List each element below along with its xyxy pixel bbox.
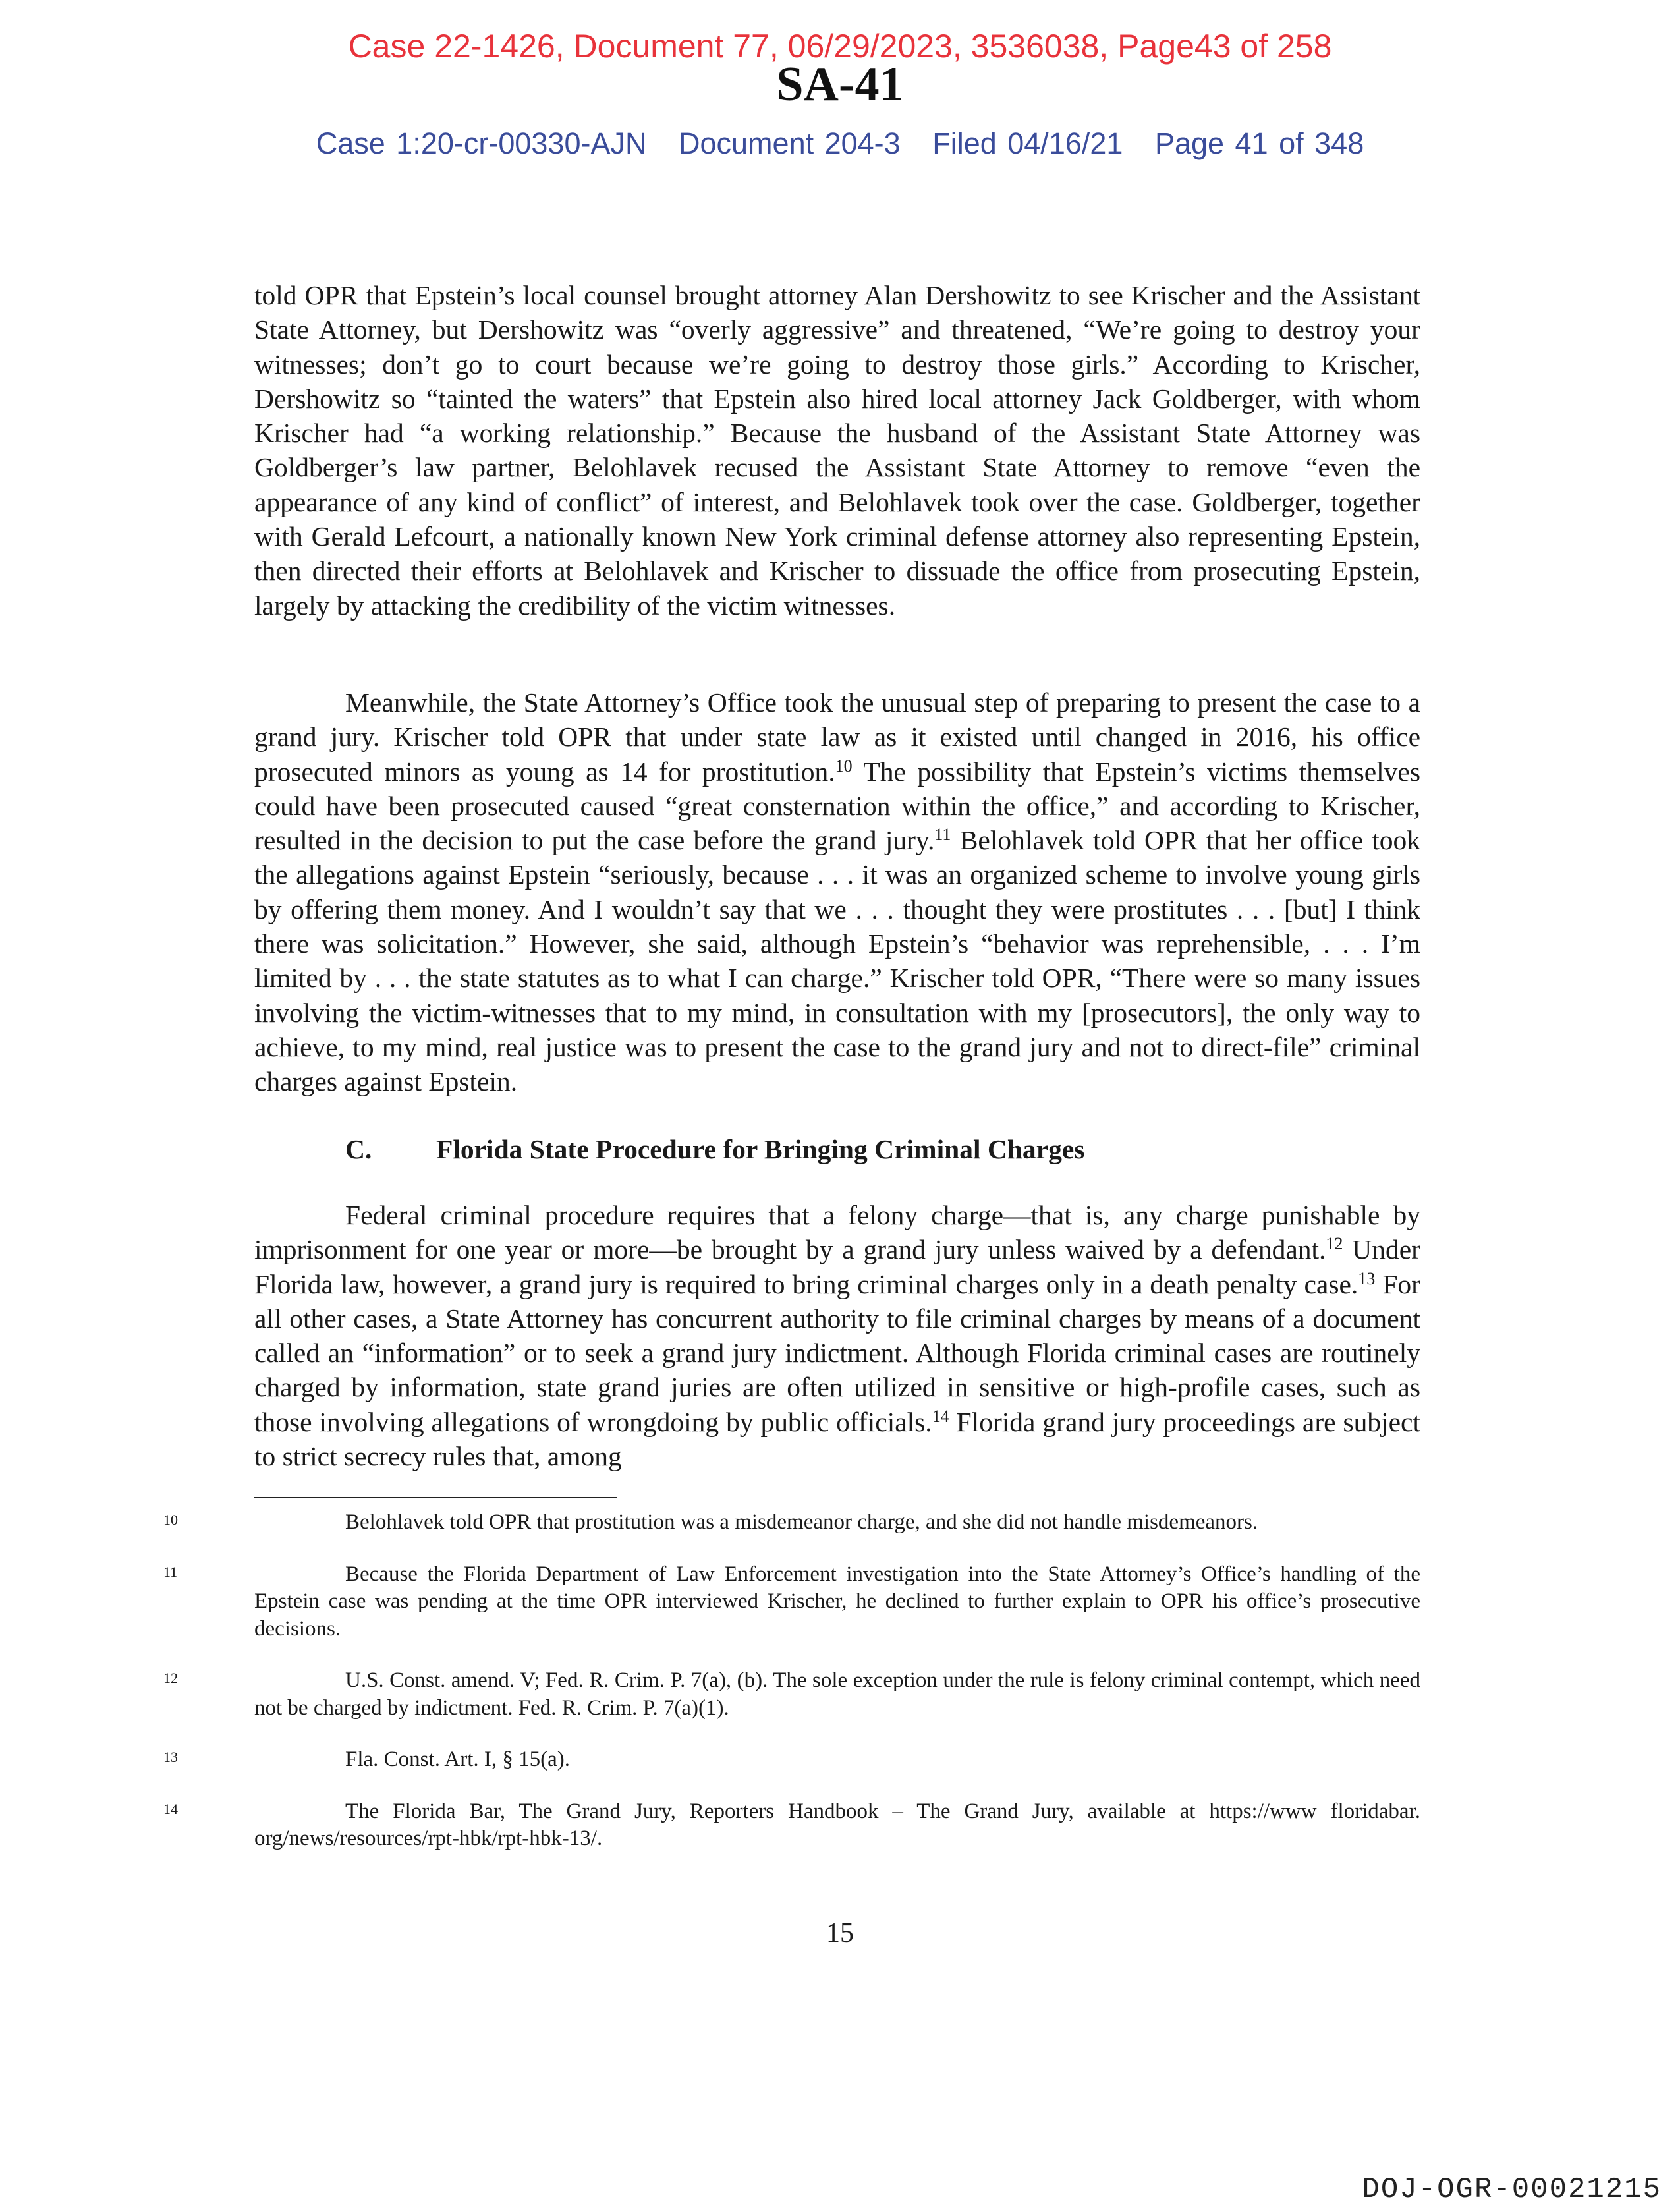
footnote-11 bbox=[163, 1561, 1420, 1643]
footnote-ref-10[interactable]: 10 bbox=[835, 756, 853, 776]
text-run: Federal criminal procedure requires that a felony charge—that is, any charge punishable by imprisonment for one year or more—be brought by a grand jury unless waived by a defendant. bbox=[254, 1200, 1420, 1265]
footnote-text: Because the Florida Department of Law Enforcement investigation into the State Attorney’s Office’s handling of the Epstein case was pending at the time OPR interviewed Krischer, he declined to further explain to OPR his office’s prosecutive decisions. bbox=[254, 1562, 1420, 1641]
footnote-text: U.S. Const. amend. V; Fed. R. Crim. P. 7(a), (b). The sole exception under the rule is felony criminal contempt, which need not be charged by indictment. Fed. R. Crim. P. 7(a)(1). bbox=[254, 1668, 1420, 1720]
footnote-number: 12 bbox=[163, 1670, 178, 1686]
footnote-ref-13[interactable]: 13 bbox=[1358, 1268, 1376, 1288]
footnote-text: The Florida Bar, The Grand Jury, Reporters Handbook – The Grand Jury, available at https://www floridabar. org/news/resources/rpt-hbk/rpt-hbk-13/. bbox=[254, 1799, 1420, 1850]
text-run: Meanwhile, the State Attorney’s Office took the unusual step of preparing to present the case to a grand jury. Krischer told OPR that under state law as it existed until changed in 2016, his office prosecuted minors as young as 14 for prostitution. bbox=[254, 687, 1420, 787]
district-filing-stamp bbox=[0, 125, 1680, 162]
body-paragraph-2 bbox=[254, 685, 1420, 1099]
footnote-number: 10 bbox=[163, 1512, 178, 1528]
footnote-text: Belohlavek told OPR that prostitution was a misdemeanor charge, and she did not handle misdemeanors. bbox=[345, 1510, 1258, 1534]
text-run: Belohlavek told OPR that her office took the allegations against Epstein “seriously, because . . . it was an organized scheme to involve young girls by offering them money. And I wouldn’t say that we . . . thought they were prostitutes . . . [but] I think there was solicitation.” However, she said, although Epstein’s “behavior was reprehensible, . . . I’m limited by . . . the state statutes as to what I can charge.” Krischer told OPR, “There were so many issues involving the victim-witnesses that to my mind, in consultation with my [prosecutors], the only way to achieve, to my mind, real justice was to present the case to the grand jury and not to direct-file” criminal charges against Epstein. bbox=[254, 825, 1420, 1097]
footnote-13 bbox=[163, 1746, 1420, 1774]
paragraph-text bbox=[254, 685, 1420, 1099]
body-paragraph-1 bbox=[254, 278, 1420, 623]
appendix-page-label: SA-41 bbox=[776, 57, 904, 111]
district-filed-date: Filed 04/16/21 bbox=[932, 127, 1123, 160]
footnote-number: 11 bbox=[163, 1563, 178, 1580]
district-document-number: Document 204-3 bbox=[679, 127, 901, 160]
footnote-14 bbox=[163, 1798, 1420, 1853]
section-letter: C. bbox=[345, 1134, 372, 1164]
footnote-10 bbox=[163, 1509, 1420, 1537]
district-case-number: Case 1:20-cr-00330-AJN bbox=[316, 127, 647, 160]
footnote-text: Fla. Const. Art. I, § 15(a). bbox=[345, 1747, 570, 1771]
text-run: Under Florida law, however, a grand jury is required to bring criminal charges only in a death penalty case. bbox=[254, 1234, 1420, 1299]
page-number: 15 bbox=[826, 1918, 854, 1948]
paragraph-text: told OPR that Epstein’s local counsel brought attorney Alan Dershowitz to see Krischer and the Assistant State Attorney, but Dershowitz was “overly aggressive” and threatened, “We’re going to destroy your witnesses; don’t go to court because we’re going to destroy those girls.” According to Krischer, Dershowitz so “tainted the waters” that Epstein also hired local attorney Jack Goldberger, with whom Krischer had “a working relationship.” Because the husband of the Assistant State Attorney was Goldberger’s law partner, Belohlavek recused the Assistant State Attorney to remove “even the appearance of any kind of conflict” of interest, and Belohlavek took over the case. Goldberger, together with Gerald Lefcourt, a nationally known New York criminal defense attorney also representing Epstein, then directed their efforts at Belohlavek and Krischer to dissuade the office from prosecuting Epstein, largely by attacking the credibility of the victim witnesses. bbox=[254, 280, 1420, 621]
footnote-ref-11[interactable]: 11 bbox=[934, 825, 951, 845]
district-page-number: Page 41 of 348 bbox=[1154, 127, 1364, 160]
text-run: The possibility that Epstein’s victims themselves could have been prosecuted caused “great consternation within the office,” and according to Krischer, resulted in the decision to put the case before the grand jury. bbox=[254, 756, 1420, 856]
section-title: Florida State Procedure for Bringing Criminal Charges bbox=[436, 1134, 1085, 1164]
text-run: Florida grand jury proceedings are subject to strict secrecy rules that, among bbox=[254, 1406, 1421, 1472]
footnotes-section bbox=[163, 1509, 1420, 1877]
text-run: For all other cases, a State Attorney has concurrent authority to file criminal charges by means of a document called an “information” or to seek a grand jury indictment. Although Florida criminal cases are routinely charged by information, state grand juries are often utilized in sensitive or high-profile cases, such as those involving allegations of wrongdoing by public officials. bbox=[254, 1268, 1420, 1437]
footnote-ref-14[interactable]: 14 bbox=[932, 1406, 949, 1426]
section-heading bbox=[345, 1132, 1084, 1166]
appellate-filing-stamp: Case 22-1426, Document 77, 06/29/2023, 3536038, Page43 of 258 bbox=[348, 28, 1332, 65]
footnote-ref-12[interactable]: 12 bbox=[1326, 1234, 1343, 1254]
footnote-number: 14 bbox=[163, 1800, 178, 1817]
body-paragraph-3 bbox=[254, 1198, 1420, 1473]
footnote-12 bbox=[163, 1667, 1420, 1722]
footnote-number: 13 bbox=[163, 1749, 178, 1765]
footnote-separator bbox=[254, 1497, 617, 1498]
bates-number: DOJ-OGR-00021215 bbox=[1362, 2173, 1662, 2206]
paragraph-text bbox=[254, 1198, 1420, 1473]
